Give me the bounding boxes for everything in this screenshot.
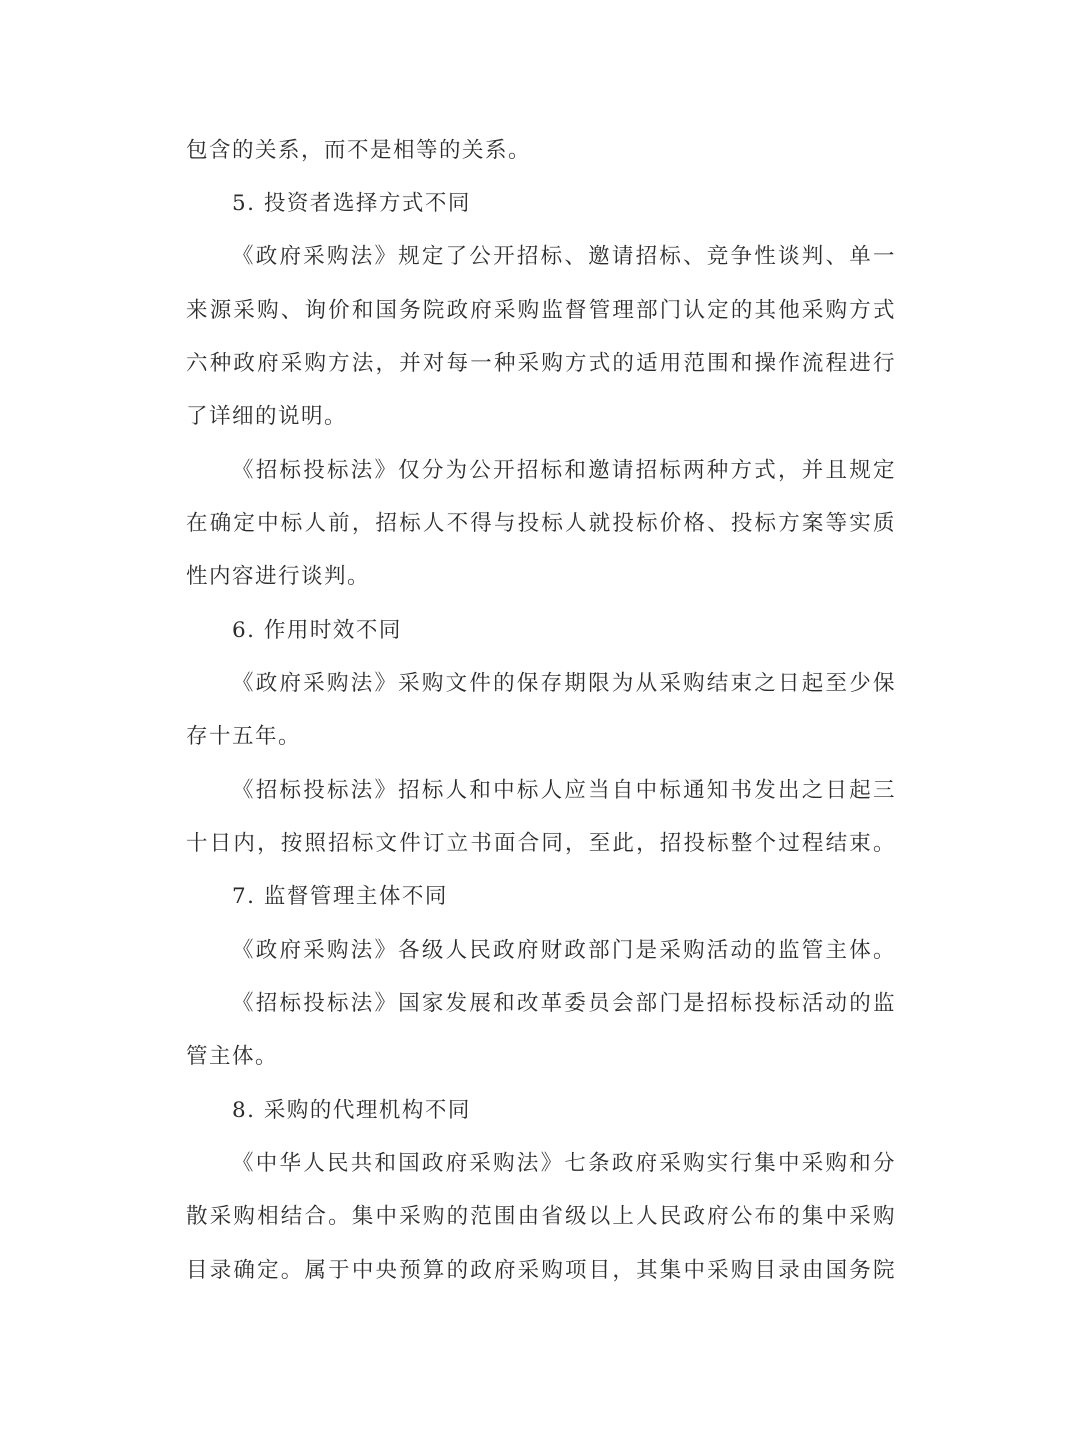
paragraph-line: 目录确定。属于中央预算的政府采购项目，其集中采购目录由国务院	[186, 1258, 896, 1283]
paragraph-line: 管主体。	[186, 1044, 279, 1069]
section-heading: 5. 投资者选择方式不同	[232, 191, 471, 216]
paragraph-line: 《政府采购法》规定了公开招标、邀请招标、竞争性谈判、单一	[232, 244, 896, 269]
section-heading: 7. 监督管理主体不同	[232, 884, 448, 909]
paragraph-line: 《招标投标法》仅分为公开招标和邀请招标两种方式，并且规定	[232, 458, 896, 483]
paragraph-line: 《招标投标法》国家发展和改革委员会部门是招标投标活动的监	[232, 991, 896, 1016]
paragraph-line: 散采购相结合。集中采购的范围由省级以上人民政府公布的集中采购	[186, 1204, 896, 1229]
paragraph-line: 《招标投标法》招标人和中标人应当自中标通知书发出之日起三	[232, 778, 896, 803]
paragraph-line: 十日内，按照招标文件订立书面合同，至此，招投标整个过程结束。	[186, 831, 896, 856]
paragraph-line: 性内容进行谈判。	[186, 564, 371, 589]
paragraph-line: 来源采购、询价和国务院政府采购监督管理部门认定的其他采购方式	[186, 298, 896, 323]
paragraph-line: 《政府采购法》各级人民政府财政部门是采购活动的监管主体。	[232, 938, 896, 963]
paragraph-line: 《中华人民共和国政府采购法》七条政府采购实行集中采购和分	[232, 1151, 896, 1176]
paragraph-line: 《政府采购法》采购文件的保存期限为从采购结束之日起至少保	[232, 671, 896, 696]
paragraph-line: 在确定中标人前，招标人不得与投标人就投标价格、投标方案等实质	[186, 511, 896, 536]
paragraph-line: 了详细的说明。	[186, 404, 348, 429]
paragraph-line: 存十五年。	[186, 724, 302, 749]
paragraph-line: 包含的关系，而不是相等的关系。	[186, 138, 532, 163]
paragraph-line: 六种政府采购方法，并对每一种采购方式的适用范围和操作流程进行	[186, 351, 896, 376]
section-heading: 8. 采购的代理机构不同	[232, 1098, 471, 1123]
section-heading: 6. 作用时效不同	[232, 618, 402, 643]
